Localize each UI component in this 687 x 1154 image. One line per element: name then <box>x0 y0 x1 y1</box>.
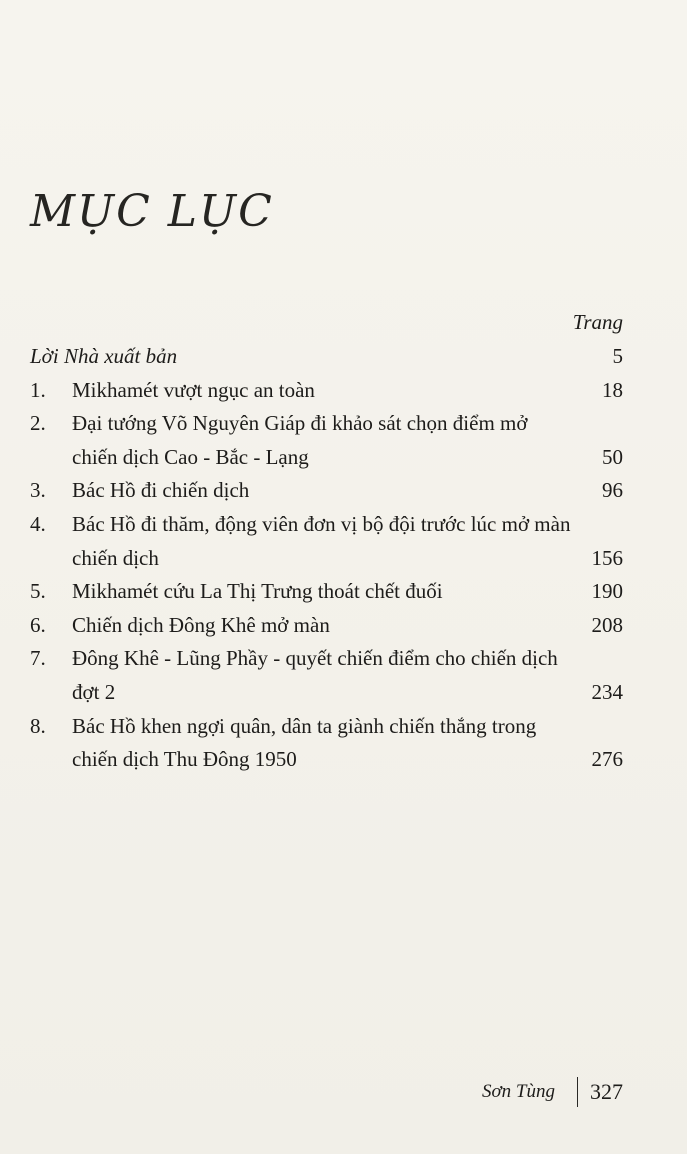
toc-entry-preface <box>30 340 623 374</box>
toc-entry-title: Lời Nhà xuất bản <box>30 344 178 368</box>
footer-page-number: 327 <box>590 1079 623 1104</box>
toc-entry-title: Đại tướng Võ Nguyên Giáp đi khảo sát chọn điểm mở chiến dịch Cao - Bắc - Lạng <box>72 411 528 469</box>
toc-entry-number: 1. <box>30 377 46 402</box>
toc-entry-title: Bác Hồ đi chiến dịch <box>72 478 250 503</box>
toc-entry-page: 96 <box>602 478 623 503</box>
toc-entry-page: 18 <box>602 377 623 402</box>
toc-entry <box>30 710 623 777</box>
toc-entry <box>30 508 623 575</box>
toc-entry-number: 6. <box>30 612 46 637</box>
toc-entry-number: 4. <box>30 511 46 536</box>
toc-entry-page: 234 <box>591 679 623 704</box>
toc-entry <box>30 575 623 609</box>
page-column-header: Trang <box>572 310 623 334</box>
toc-entry-title: Chiến dịch Đông Khê mở màn <box>72 612 330 637</box>
page-footer <box>482 1077 623 1107</box>
toc-entry <box>30 609 623 643</box>
toc-entry-number: 3. <box>30 478 46 503</box>
toc-entry-page: 5 <box>612 344 623 368</box>
toc-entry <box>30 374 623 408</box>
toc-entry-title: Đông Khê - Lũng Phầy - quyết chiến điểm cho chiến dịch đợt 2 <box>72 646 558 704</box>
page-title: MỤC LỤC <box>30 186 274 237</box>
toc-entry-page: 276 <box>591 747 623 772</box>
footer-divider <box>577 1077 578 1107</box>
toc-entry-title: Bác Hồ đi thăm, động viên đơn vị bộ đội trước lúc mở màn chiến dịch <box>72 511 571 570</box>
footer-author: Sơn Tùng <box>482 1081 555 1102</box>
toc-entry <box>30 407 623 474</box>
toc-entry-number: 8. <box>30 713 46 738</box>
toc-entry-number: 7. <box>30 646 46 671</box>
toc-entry-number: 5. <box>30 579 46 604</box>
toc-entry <box>30 642 623 709</box>
toc-entry-page: 156 <box>591 545 623 570</box>
toc-entry-page: 50 <box>602 444 623 469</box>
toc-entry-title: Mikhamét vượt ngục an toàn <box>72 377 315 402</box>
toc-entry-page: 190 <box>591 579 623 604</box>
table-of-contents <box>30 340 623 777</box>
toc-entry <box>30 474 623 508</box>
toc-entry-page: 208 <box>591 612 623 637</box>
toc-entry-title: Mikhamét cứu La Thị Trưng thoát chết đuối <box>72 579 443 604</box>
toc-entry-title: Bác Hồ khen ngợi quân, dân ta giành chiến thắng trong chiến dịch Thu Đông 1950 <box>72 713 537 772</box>
toc-entry-number: 2. <box>30 411 46 436</box>
